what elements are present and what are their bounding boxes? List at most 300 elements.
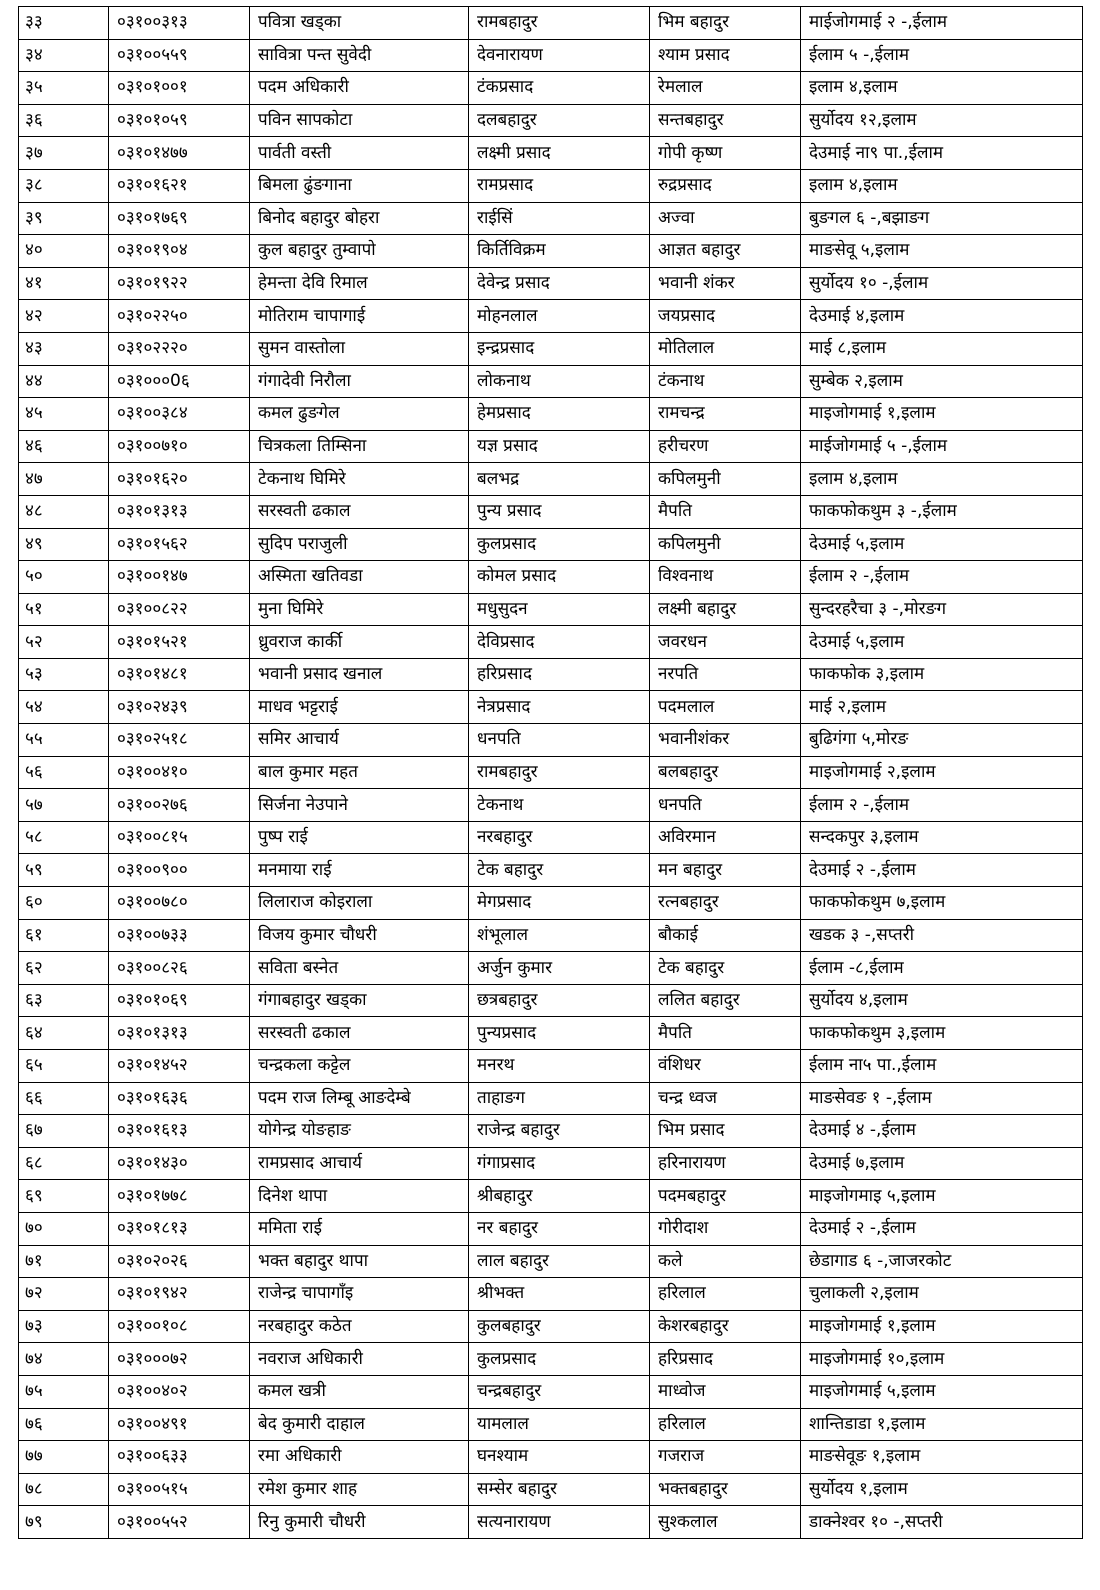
address-cell: माइजोगमाई ५,इलाम [801, 1375, 1083, 1408]
serial-number-cell: ४३ [19, 332, 109, 365]
table-row [19, 1245, 1083, 1278]
grandfather-name-cell: हरीचरण [650, 430, 801, 463]
roll-number-cell: ०३१००९०० [109, 854, 250, 887]
grandfather-name-cell: मैपति [650, 495, 801, 528]
serial-number-cell: ५१ [19, 593, 109, 626]
serial-number-cell: ४५ [19, 398, 109, 431]
serial-number-cell: ५८ [19, 821, 109, 854]
serial-number-cell: ५६ [19, 756, 109, 789]
serial-number-cell: ३५ [19, 72, 109, 105]
father-name-cell: बलभद्र [469, 463, 650, 496]
address-cell: माई २,इलाम [801, 691, 1083, 724]
grandfather-name-cell: हरिलाल [650, 1278, 801, 1311]
grandfather-name-cell: धनपति [650, 789, 801, 822]
serial-number-cell: ३८ [19, 169, 109, 202]
roll-number-cell: ०३१००४०२ [109, 1375, 250, 1408]
grandfather-name-cell: जवरधन [650, 626, 801, 659]
roll-number-cell: ०३१०१४७७ [109, 137, 250, 170]
candidate-name-cell: बिमला ढुंङगाना [250, 169, 469, 202]
candidate-name-cell: टेकनाथ घिमिरे [250, 463, 469, 496]
roll-number-cell: ०३१००३८४ [109, 398, 250, 431]
serial-number-cell: ६६ [19, 1082, 109, 1115]
serial-number-cell: ६४ [19, 1017, 109, 1050]
father-name-cell: कुलप्रसाद [469, 1343, 650, 1376]
grandfather-name-cell: भवानी शंकर [650, 267, 801, 300]
serial-number-cell: ६१ [19, 919, 109, 952]
grandfather-name-cell: पदमलाल [650, 691, 801, 724]
table-row [19, 854, 1083, 887]
serial-number-cell: ७४ [19, 1343, 109, 1376]
candidate-name-cell: मनमाया राई [250, 854, 469, 887]
father-name-cell: कुलबहादुर [469, 1310, 650, 1343]
father-name-cell: श्रीभक्त [469, 1278, 650, 1311]
roll-number-cell: ०३१००८२२ [109, 593, 250, 626]
serial-number-cell: ७० [19, 1212, 109, 1245]
grandfather-name-cell: गजराज [650, 1441, 801, 1474]
address-cell: छेडागाड ६ -,जाजरकोट [801, 1245, 1083, 1278]
address-cell: देउमाई ना९ पा.,ईलाम [801, 137, 1083, 170]
candidate-name-cell: विजय कुमार चौधरी [250, 919, 469, 952]
father-name-cell: कुलप्रसाद [469, 528, 650, 561]
grandfather-name-cell: श्याम प्रसाद [650, 39, 801, 72]
address-cell: फाकफोक ३,इलाम [801, 658, 1083, 691]
address-cell: देउमाई २ -,ईलाम [801, 854, 1083, 887]
address-cell: सुर्योदय १० -,ईलाम [801, 267, 1083, 300]
serial-number-cell: ६३ [19, 984, 109, 1017]
father-name-cell: लाल बहादुर [469, 1245, 650, 1278]
candidate-name-cell: भक्त बहादुर थापा [250, 1245, 469, 1278]
candidate-name-cell: सरस्वती ढकाल [250, 495, 469, 528]
serial-number-cell: ५७ [19, 789, 109, 822]
candidate-name-cell: सुदिप पराजुली [250, 528, 469, 561]
candidate-name-cell: समिर आचार्य [250, 724, 469, 757]
father-name-cell: कोमल प्रसाद [469, 561, 650, 594]
candidate-name-cell: सिर्जना नेउपाने [250, 789, 469, 822]
table-row [19, 1180, 1083, 1213]
serial-number-cell: ७१ [19, 1245, 109, 1278]
grandfather-name-cell: कले [650, 1245, 801, 1278]
serial-number-cell: ७२ [19, 1278, 109, 1311]
address-cell: चुलाकली २,इलाम [801, 1278, 1083, 1311]
table-row [19, 267, 1083, 300]
candidate-name-cell: पार्वती वस्ती [250, 137, 469, 170]
table-row [19, 104, 1083, 137]
father-name-cell: टंकप्रसाद [469, 72, 650, 105]
address-cell: फाकफोकथुम ७,इलाम [801, 887, 1083, 920]
address-cell: ईलाम ५ -,ईलाम [801, 39, 1083, 72]
father-name-cell: घनश्याम [469, 1441, 650, 1474]
grandfather-name-cell: टेक बहादुर [650, 952, 801, 985]
father-name-cell: टेकनाथ [469, 789, 650, 822]
address-cell: सुर्योदय १२,इलाम [801, 104, 1083, 137]
candidate-name-cell: चित्रकला तिम्सिना [250, 430, 469, 463]
father-name-cell: शंभूलाल [469, 919, 650, 952]
grandfather-name-cell: रेमलाल [650, 72, 801, 105]
table-row [19, 1147, 1083, 1180]
candidate-name-cell: रिनु कुमारी चौधरी [250, 1506, 469, 1539]
candidate-name-cell: दिनेश थापा [250, 1180, 469, 1213]
table-row [19, 7, 1083, 40]
grandfather-name-cell: पदमबहादुर [650, 1180, 801, 1213]
grandfather-name-cell: हरिप्रसाद [650, 1343, 801, 1376]
roll-number-cell: ०३१०१९०४ [109, 235, 250, 268]
table-row [19, 528, 1083, 561]
candidate-list-table [18, 6, 1083, 1539]
candidate-name-cell: बेद कुमारी दाहाल [250, 1408, 469, 1441]
serial-number-cell: ३३ [19, 7, 109, 40]
candidate-name-cell: सुमन वास्तोला [250, 332, 469, 365]
roll-number-cell: ०३१००१४७ [109, 561, 250, 594]
candidate-name-cell: ध्रुवराज कार्की [250, 626, 469, 659]
serial-number-cell: ७७ [19, 1441, 109, 1474]
grandfather-name-cell: चन्द्र ध्वज [650, 1082, 801, 1115]
address-cell: देउमाई ४ -,ईलाम [801, 1115, 1083, 1148]
candidate-name-cell: अस्मिता खतिवडा [250, 561, 469, 594]
candidate-name-cell: बिनोद बहादुर बोहरा [250, 202, 469, 235]
table-row [19, 365, 1083, 398]
father-name-cell: नरबहादुर [469, 821, 650, 854]
address-cell: माइजोगमाई १,इलाम [801, 1310, 1083, 1343]
address-cell: बुढिगंगा ५,मोरङ [801, 724, 1083, 757]
table-row [19, 658, 1083, 691]
grandfather-name-cell: जयप्रसाद [650, 300, 801, 333]
grandfather-name-cell: वंशिधर [650, 1050, 801, 1083]
roll-number-cell: ०३१०१३१३ [109, 1017, 250, 1050]
candidate-name-cell: ममिता राई [250, 1212, 469, 1245]
roll-number-cell: ०३१०१४८१ [109, 658, 250, 691]
serial-number-cell: ४४ [19, 365, 109, 398]
roll-number-cell: ०३१००४१० [109, 756, 250, 789]
address-cell: सुम्बेक २,इलाम [801, 365, 1083, 398]
roll-number-cell: ०३१०१००१ [109, 72, 250, 105]
candidate-name-cell: कमल खत्री [250, 1375, 469, 1408]
serial-number-cell: ४७ [19, 463, 109, 496]
address-cell: फाकफोकथुम ३,इलाम [801, 1017, 1083, 1050]
father-name-cell: यामलाल [469, 1408, 650, 1441]
roll-number-cell: ०३१०००0६ [109, 365, 250, 398]
table-row [19, 430, 1083, 463]
table-row [19, 1375, 1083, 1408]
candidate-name-cell: पवित्रा खड्का [250, 7, 469, 40]
table-row [19, 1212, 1083, 1245]
address-cell: देउमाई ४,इलाम [801, 300, 1083, 333]
address-cell: बुङगल ६ -,बझाङग [801, 202, 1083, 235]
address-cell: माइजोगमाई २,इलाम [801, 756, 1083, 789]
candidate-name-cell: पदम अधिकारी [250, 72, 469, 105]
serial-number-cell: ६७ [19, 1115, 109, 1148]
father-name-cell: देवेन्द्र प्रसाद [469, 267, 650, 300]
serial-number-cell: ४२ [19, 300, 109, 333]
father-name-cell: मनरथ [469, 1050, 650, 1083]
serial-number-cell: ७९ [19, 1506, 109, 1539]
candidate-name-cell: गंगादेवी निरौला [250, 365, 469, 398]
candidate-name-cell: पुष्प राई [250, 821, 469, 854]
address-cell: सुन्दरहरैचा ३ -,मोरङग [801, 593, 1083, 626]
candidate-name-cell: योगेन्द्र योङहाङ [250, 1115, 469, 1148]
address-cell: माइजोगमाइ ५,इलाम [801, 1180, 1083, 1213]
father-name-cell: छत्रबहादुर [469, 984, 650, 1017]
address-cell: माइजोगमाई १,इलाम [801, 398, 1083, 431]
father-name-cell: यज्ञ प्रसाद [469, 430, 650, 463]
candidate-name-cell: रमा अधिकारी [250, 1441, 469, 1474]
candidate-name-cell: सरस्वती ढकाल [250, 1017, 469, 1050]
roll-number-cell: ०३१००४९१ [109, 1408, 250, 1441]
serial-number-cell: ६९ [19, 1180, 109, 1213]
table-row [19, 398, 1083, 431]
address-cell: फाकफोकथुम ३ -,ईलाम [801, 495, 1083, 528]
table-row [19, 1506, 1083, 1539]
candidate-name-cell: सावित्रा पन्त सुवेदी [250, 39, 469, 72]
grandfather-name-cell: आज्ञत बहादुर [650, 235, 801, 268]
father-name-cell: श्रीबहादुर [469, 1180, 650, 1213]
candidate-name-cell: रमेश कुमार शाह [250, 1473, 469, 1506]
candidate-name-cell: चन्द्रकला कट्टेल [250, 1050, 469, 1083]
address-cell: सन्दकपुर ३,इलाम [801, 821, 1083, 854]
grandfather-name-cell: भिम प्रसाद [650, 1115, 801, 1148]
serial-number-cell: ५३ [19, 658, 109, 691]
table-row [19, 1278, 1083, 1311]
roll-number-cell: ०३१०१३१३ [109, 495, 250, 528]
roll-number-cell: ०३१०२४३९ [109, 691, 250, 724]
roll-number-cell: ०३१०१०५९ [109, 104, 250, 137]
father-name-cell: हरिप्रसाद [469, 658, 650, 691]
roll-number-cell: ०३१००८२६ [109, 952, 250, 985]
candidate-name-cell: सविता बस्नेत [250, 952, 469, 985]
grandfather-name-cell: नरपति [650, 658, 801, 691]
father-name-cell: पुन्यप्रसाद [469, 1017, 650, 1050]
roll-number-cell: ०३१०००७२ [109, 1343, 250, 1376]
roll-number-cell: ०३१०१८१३ [109, 1212, 250, 1245]
roll-number-cell: ०३१००८१५ [109, 821, 250, 854]
table-row [19, 137, 1083, 170]
father-name-cell: सम्सेर बहादुर [469, 1473, 650, 1506]
grandfather-name-cell: मन बहादुर [650, 854, 801, 887]
table-row [19, 332, 1083, 365]
grandfather-name-cell: भक्तबहादुर [650, 1473, 801, 1506]
serial-number-cell: ४० [19, 235, 109, 268]
address-cell: माइजोगमाई १०,इलाम [801, 1343, 1083, 1376]
grandfather-name-cell: केशरबहादुर [650, 1310, 801, 1343]
father-name-cell: नेत्रप्रसाद [469, 691, 650, 724]
roll-number-cell: ०३१००३१३ [109, 7, 250, 40]
grandfather-name-cell: लक्ष्मी बहादुर [650, 593, 801, 626]
serial-number-cell: ४९ [19, 528, 109, 561]
table-row [19, 593, 1083, 626]
address-cell: सुर्योदय ४,इलाम [801, 984, 1083, 1017]
table-row [19, 39, 1083, 72]
grandfather-name-cell: अज्वा [650, 202, 801, 235]
serial-number-cell: ७३ [19, 1310, 109, 1343]
serial-number-cell: ६२ [19, 952, 109, 985]
table-row [19, 919, 1083, 952]
roll-number-cell: ०३१००७८० [109, 887, 250, 920]
table-row [19, 1017, 1083, 1050]
table-row [19, 1310, 1083, 1343]
grandfather-name-cell: कपिलमुनी [650, 463, 801, 496]
table-row [19, 235, 1083, 268]
father-name-cell: राजेन्द्र बहादुर [469, 1115, 650, 1148]
father-name-cell: सत्यनारायण [469, 1506, 650, 1539]
candidate-name-cell: मुना घिमिरे [250, 593, 469, 626]
roll-number-cell: ०३१००७१० [109, 430, 250, 463]
table-row [19, 887, 1083, 920]
grandfather-name-cell: रत्नबहादुर [650, 887, 801, 920]
grandfather-name-cell: भवानीशंकर [650, 724, 801, 757]
candidate-name-cell: कुल बहादुर तुम्वापो [250, 235, 469, 268]
roll-number-cell: ०३१००६३३ [109, 1441, 250, 1474]
table-row [19, 952, 1083, 985]
candidate-name-cell: कमल ढुङगेल [250, 398, 469, 431]
roll-number-cell: ०३१०२२२० [109, 332, 250, 365]
grandfather-name-cell: टंकनाथ [650, 365, 801, 398]
father-name-cell: ताहाङग [469, 1082, 650, 1115]
address-cell: ईलाम २ -,ईलाम [801, 561, 1083, 594]
table-row [19, 1408, 1083, 1441]
grandfather-name-cell: हरिनारायण [650, 1147, 801, 1180]
father-name-cell: लोकनाथ [469, 365, 650, 398]
serial-number-cell: ६० [19, 887, 109, 920]
roll-number-cell: ०३१००२७६ [109, 789, 250, 822]
serial-number-cell: ३७ [19, 137, 109, 170]
roll-number-cell: ०३१००५१५ [109, 1473, 250, 1506]
roll-number-cell: ०३१००५५९ [109, 39, 250, 72]
grandfather-name-cell: ललित बहादुर [650, 984, 801, 1017]
table-row [19, 1082, 1083, 1115]
candidate-name-cell: पविन सापकोटा [250, 104, 469, 137]
father-name-cell: रामबहादुर [469, 756, 650, 789]
serial-number-cell: ५० [19, 561, 109, 594]
father-name-cell: लक्ष्मी प्रसाद [469, 137, 650, 170]
father-name-cell: रामबहादुर [469, 7, 650, 40]
serial-number-cell: ७६ [19, 1408, 109, 1441]
candidate-name-cell: मोतिराम चापागाई [250, 300, 469, 333]
table-row [19, 561, 1083, 594]
address-cell: सुर्योदय १,इलाम [801, 1473, 1083, 1506]
address-cell: माईजोगमाई ५ -,ईलाम [801, 430, 1083, 463]
roll-number-cell: ०३१०१९२२ [109, 267, 250, 300]
table-row [19, 300, 1083, 333]
father-name-cell: मोहनलाल [469, 300, 650, 333]
serial-number-cell: ५२ [19, 626, 109, 659]
table-row [19, 984, 1083, 1017]
candidate-name-cell: लिलाराज कोइराला [250, 887, 469, 920]
roll-number-cell: ०३१०१०६९ [109, 984, 250, 1017]
serial-number-cell: ४८ [19, 495, 109, 528]
address-cell: देउमाई ७,इलाम [801, 1147, 1083, 1180]
serial-number-cell: ३६ [19, 104, 109, 137]
candidate-name-cell: हेमन्ता देवि रिमाल [250, 267, 469, 300]
grandfather-name-cell: माध्वोज [650, 1375, 801, 1408]
father-name-cell: दलबहादुर [469, 104, 650, 137]
grandfather-name-cell: मैपति [650, 1017, 801, 1050]
serial-number-cell: ७८ [19, 1473, 109, 1506]
roll-number-cell: ०३१०१७७८ [109, 1180, 250, 1213]
roll-number-cell: ०३१०१६१३ [109, 1115, 250, 1148]
father-name-cell: धनपति [469, 724, 650, 757]
grandfather-name-cell: भिम बहादुर [650, 7, 801, 40]
serial-number-cell: ५४ [19, 691, 109, 724]
father-name-cell: नर बहादुर [469, 1212, 650, 1245]
roll-number-cell: ०३१०१४३० [109, 1147, 250, 1180]
father-name-cell: हेमप्रसाद [469, 398, 650, 431]
grandfather-name-cell: अविरमान [650, 821, 801, 854]
address-cell: ईलाम ना५ पा.,ईलाम [801, 1050, 1083, 1083]
address-cell: देउमाई ५,इलाम [801, 528, 1083, 561]
address-cell: माई ८,इलाम [801, 332, 1083, 365]
father-name-cell: पुन्य प्रसाद [469, 495, 650, 528]
father-name-cell: रामप्रसाद [469, 169, 650, 202]
father-name-cell: देविप्रसाद [469, 626, 650, 659]
serial-number-cell: ३९ [19, 202, 109, 235]
roll-number-cell: ०३१०१५२१ [109, 626, 250, 659]
grandfather-name-cell: रामचन्द्र [650, 398, 801, 431]
serial-number-cell: ४१ [19, 267, 109, 300]
roll-number-cell: ०३१००५५२ [109, 1506, 250, 1539]
table-row [19, 1115, 1083, 1148]
roll-number-cell: ०३१०१६२१ [109, 169, 250, 202]
grandfather-name-cell: सुश्कलाल [650, 1506, 801, 1539]
address-cell: खडक ३ -,सप्तरी [801, 919, 1083, 952]
grandfather-name-cell: विश्वनाथ [650, 561, 801, 594]
table-row [19, 789, 1083, 822]
table-row [19, 821, 1083, 854]
father-name-cell: देवनारायण [469, 39, 650, 72]
address-cell: इलाम ४,इलाम [801, 169, 1083, 202]
roll-number-cell: ०३१००७३३ [109, 919, 250, 952]
table-row [19, 72, 1083, 105]
table-row [19, 202, 1083, 235]
address-cell: माङसेवू ५,इलाम [801, 235, 1083, 268]
father-name-cell: अर्जुन कुमार [469, 952, 650, 985]
address-cell: माङसेवङ १ -,ईलाम [801, 1082, 1083, 1115]
table-row [19, 463, 1083, 496]
roll-number-cell: ०३१०१९४२ [109, 1278, 250, 1311]
address-cell: ईलाम -८,ईलाम [801, 952, 1083, 985]
serial-number-cell: ६५ [19, 1050, 109, 1083]
father-name-cell: राईसिं [469, 202, 650, 235]
address-cell: ईलाम २ -,ईलाम [801, 789, 1083, 822]
table-row [19, 1343, 1083, 1376]
father-name-cell: मेगप्रसाद [469, 887, 650, 920]
father-name-cell: चन्द्रबहादुर [469, 1375, 650, 1408]
candidate-name-cell: नवराज अधिकारी [250, 1343, 469, 1376]
address-cell: माईजोगमाई २ -,ईलाम [801, 7, 1083, 40]
serial-number-cell: ६८ [19, 1147, 109, 1180]
father-name-cell: मधुसुदन [469, 593, 650, 626]
candidate-name-cell: बाल कुमार महत [250, 756, 469, 789]
candidate-name-cell: भवानी प्रसाद खनाल [250, 658, 469, 691]
table-row [19, 724, 1083, 757]
serial-number-cell: ४६ [19, 430, 109, 463]
serial-number-cell: ५५ [19, 724, 109, 757]
roll-number-cell: ०३१०१७६९ [109, 202, 250, 235]
table-row [19, 1441, 1083, 1474]
roll-number-cell: ०३१०२५१८ [109, 724, 250, 757]
candidate-name-cell: राजेन्द्र चापागाँइ [250, 1278, 469, 1311]
grandfather-name-cell: गोरीदाश [650, 1212, 801, 1245]
candidate-name-cell: गंगाबहादुर खड्का [250, 984, 469, 1017]
grandfather-name-cell: सन्तबहादुर [650, 104, 801, 137]
roll-number-cell: ०३१०१६३६ [109, 1082, 250, 1115]
candidate-name-cell: पदम राज लिम्बू आङदेम्बे [250, 1082, 469, 1115]
table-row [19, 626, 1083, 659]
table-row [19, 1050, 1083, 1083]
roll-number-cell: ०३१०१४५२ [109, 1050, 250, 1083]
address-cell: इलाम ४,इलाम [801, 72, 1083, 105]
table-row [19, 169, 1083, 202]
father-name-cell: टेक बहादुर [469, 854, 650, 887]
address-cell: देउमाई ५,इलाम [801, 626, 1083, 659]
